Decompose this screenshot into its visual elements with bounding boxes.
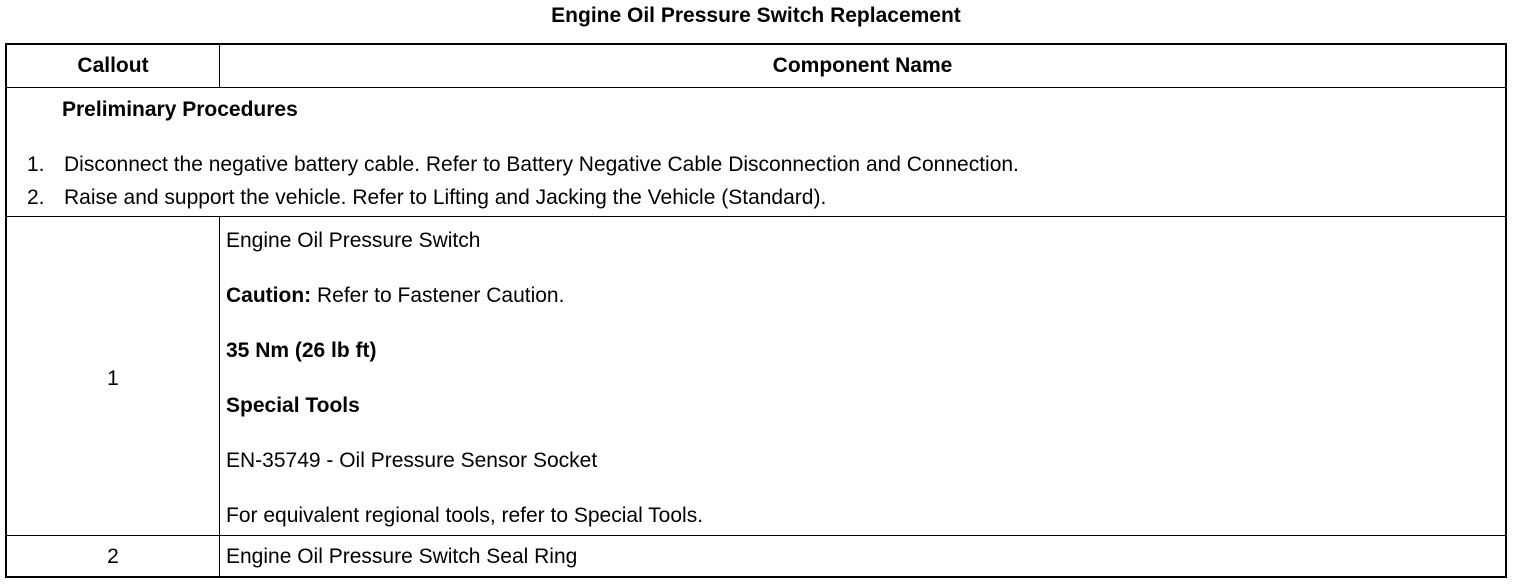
- special-tools-heading: Special Tools: [226, 394, 360, 417]
- special-tool-item: EN-35749 - Oil Pressure Sensor Socket: [226, 449, 598, 472]
- step-text: Raise and support the vehicle. Refer to Lifting and Jacking the Vehicle (Standard).: [64, 186, 827, 209]
- step-number: 2.: [27, 186, 45, 209]
- preliminary-step: [27, 185, 826, 211]
- header-callout: Callout: [77, 54, 149, 77]
- preliminary-procedures-title: Preliminary Procedures: [62, 98, 298, 121]
- row-divider: [7, 535, 1505, 536]
- callout-number: 1: [107, 367, 119, 390]
- component-name: Engine Oil Pressure Switch: [226, 229, 481, 252]
- component-name: Engine Oil Pressure Switch Seal Ring: [226, 545, 578, 568]
- step-number: 1.: [27, 153, 45, 176]
- caution-label: Caution:: [226, 284, 312, 307]
- preliminary-divider: [7, 216, 1505, 217]
- callout-number: 2: [107, 545, 119, 568]
- procedure-table: [5, 43, 1507, 578]
- header-divider: [7, 87, 1505, 88]
- caution-text: Refer to Fastener Caution.: [311, 284, 565, 307]
- document-title: Engine Oil Pressure Switch Replacement: [551, 4, 961, 27]
- column-divider-body: [219, 216, 220, 578]
- header-component-name: Component Name: [772, 54, 953, 77]
- step-text: Disconnect the negative battery cable. Refer to Battery Negative Cable Disconnection and Connection.: [64, 153, 1019, 176]
- preliminary-step: [27, 152, 1019, 178]
- special-tool-note: For equivalent regional tools, refer to Special Tools.: [226, 504, 704, 527]
- caution-note: [226, 283, 564, 309]
- torque-spec: 35 Nm (26 lb ft): [226, 339, 377, 362]
